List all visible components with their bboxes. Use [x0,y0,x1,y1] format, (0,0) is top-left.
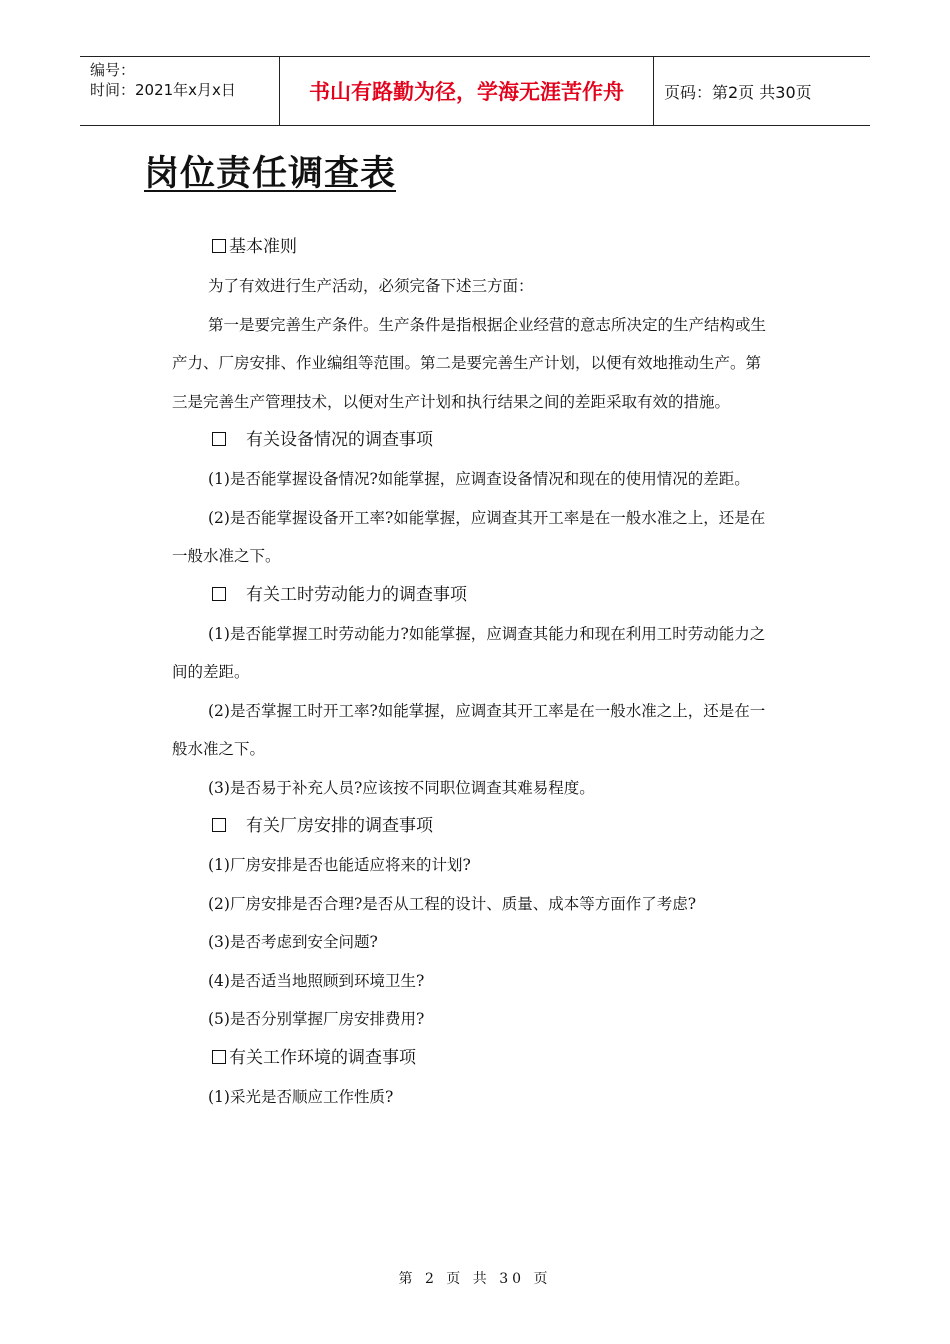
checkbox-icon [212,587,226,601]
document-number-label: 编号： [90,61,136,79]
checkbox-icon [212,1050,226,1064]
section-heading-labor: 有关工时劳动能力的调查事项 [172,576,772,615]
section-heading-environment: 有关工作环境的调查事项 [172,1039,772,1078]
list-item: (1)是否能掌握设备情况?如能掌握，应调查设备情况和现在的使用情况的差距。 [208,470,750,488]
list-item: (4)是否适当地照顾到环境卫生? [208,971,425,990]
list-item: (5)是否分别掌握厂房安排费用? [208,1010,425,1028]
list-item: (1)厂房安排是否也能适应将来的计划? [208,856,471,874]
list-item: (2)是否能掌握设备开工率?如能掌握，应调查其开工率是在一般水准之上，还是在一般水准之下。 [172,508,766,565]
list-item: (3)是否易于补充人员?应该按不同职位调查其难易程度。 [208,778,595,797]
list-item: (3)是否考虑到安全问题? [208,933,378,951]
list-item: (1)是否能掌握工时劳动能力?如能掌握，应调查其能力和现在利用工时劳动能力之间的差距。 [172,624,766,681]
paragraph: 为了有效进行生产活动，必须完备下述三方面： [208,277,534,295]
header-page-info: 页码：第2页 共30页 [664,82,812,102]
section-heading-basic: 基本准则 [172,228,772,267]
page-footer: 第 2 页 共 30 页 [398,1271,552,1287]
checkbox-icon [212,432,226,446]
checkbox-icon [212,239,226,253]
header-meta [80,57,280,125]
list-item: (1)采光是否顺应工作性质? [208,1087,394,1106]
section-heading-equipment: 有关设备情况的调查事项 [172,421,772,460]
document-date-label: 时间：2021年x月x日 [90,81,236,99]
section-heading-plant: 有关厂房安排的调查事项 [172,807,772,846]
paragraph: 第一是要完善生产条件。生产条件是指根据企业经营的意志所决定的生产结构或生产力、厂房安排、作业编组等范围。第二是要完善生产计划，以便有效地推动生产。第三是完善生产管理技术，以便对生产计划和执行结果之间的差距采取有效的措施。 [172,315,767,411]
header-motto: 书山有路勤为径，学海无涯苦作舟 [280,57,654,125]
checkbox-icon [212,818,226,832]
document-body [172,228,772,1116]
page-title: 岗位责任调查表 [144,154,397,194]
list-item: (2)厂房安排是否合理?是否从工程的设计、质量、成本等方面作了考虑? [208,894,697,913]
page-header [80,56,870,126]
list-item: (2)是否掌握工时开工率?如能掌握，应调查其开工率是在一般水准之上，还是在一般水准之下。 [172,701,766,758]
